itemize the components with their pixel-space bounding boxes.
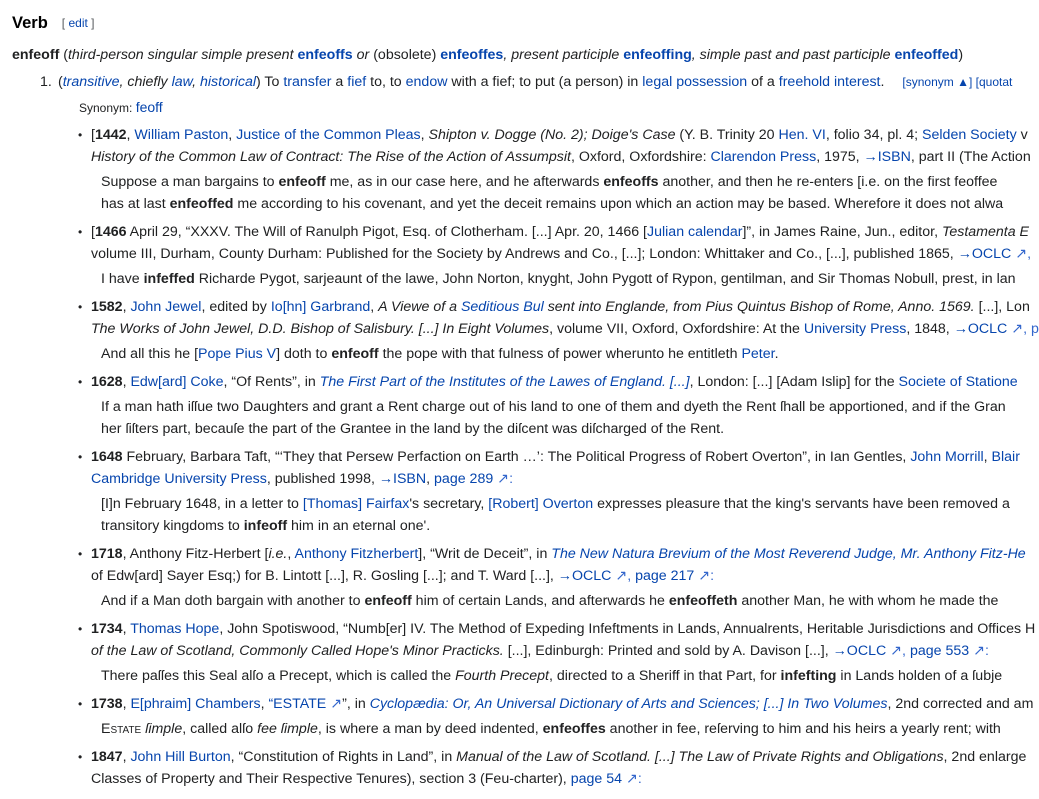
text-run: another, and then he re-enters [i.e. on the first feoffee [658, 174, 998, 190]
text-run: , “Of Rents”, in [223, 374, 320, 390]
text-run: , part II (The Action [910, 149, 1031, 165]
link-freehold-interest[interactable]: freehold interest [778, 74, 881, 90]
citation-link[interactable]: page 553 [909, 643, 970, 659]
bold-text: 1582 [91, 299, 123, 315]
citation-line [79, 565, 1012, 587]
text-run: [...], Edinburgh: Printed and sold by A. Davison [...], [503, 643, 833, 659]
text-run: , directed to a Sheriff in that Part, for [548, 668, 781, 684]
italic-text: i.e. [268, 546, 288, 562]
link-endow[interactable]: endow [405, 74, 448, 90]
citation-line [79, 296, 1030, 318]
text-run: April 29, “XXXV. The Will of Ranulph Pigot, Esq. of Clotherham. [...] Apr. 20, 1466 [ [126, 224, 648, 240]
citation-link[interactable]: John Hill Burton [130, 749, 231, 765]
citation-link[interactable]: Peter [741, 346, 775, 362]
text-run: , is where a man by deed indented, [317, 721, 543, 737]
external-link-icon: ↗: [493, 471, 514, 487]
citation [79, 746, 1027, 790]
text-run: , [420, 127, 429, 143]
citation [79, 446, 1020, 490]
text-run: ] doth to [276, 346, 332, 362]
text-run: , [983, 449, 992, 465]
quotation-item [78, 296, 1039, 365]
bullet-icon: • [78, 300, 83, 314]
text-run: [I]n February 1648, in a letter to [101, 496, 303, 512]
text-run: , [122, 696, 131, 712]
sense-toggles [902, 75, 1012, 89]
text-run: [ [91, 224, 95, 240]
citation-link[interactable]: page 217 [635, 568, 695, 584]
italic-text: sent into Englande, from Pius Quintus Bishop of Rome, Anno. 1569. [543, 299, 975, 315]
citation-link[interactable]: Hen. VI [778, 127, 826, 143]
text-run: And if a Man doth bargain with another to [101, 593, 365, 609]
text-run: , [122, 621, 131, 637]
bullet-icon: • [78, 547, 83, 561]
citation-link[interactable]: page 54 [570, 771, 622, 787]
bullet-icon: • [78, 225, 83, 239]
citation-link[interactable]: Anthony Fitzherbert [294, 546, 419, 562]
citation-link[interactable]: →OCLC [953, 321, 1008, 337]
section-heading [12, 0, 1012, 46]
italic-text: Fourth Precept [455, 668, 549, 684]
text-run: February, Barbara Taft, “‘They that Persew Perfaction on Earth …’: The Political Progress of Robert Overton”, in Ian Gentles, [122, 449, 911, 465]
bold-text: enfeoffeth [668, 593, 738, 609]
bold-text: 1847 [91, 749, 123, 765]
passage-line [101, 418, 1012, 440]
text-run: of Edw[ard] Sayer Esq;) for B. Lintott [...], R. Gosling [...]; and T. Ward [...], [91, 568, 558, 584]
bold-text: enfeoff [331, 346, 379, 362]
text-run: , [370, 299, 379, 315]
text-run: , edited by [201, 299, 271, 315]
text-run: , John Spotiswood, “Numb[er] IV. The Method of Expeding Infeftments in Lands, Annualrents, Heritable Jurisdictions and Offices H [219, 621, 1036, 637]
bold-text: enfeoff [278, 174, 326, 190]
quotation-item [78, 124, 1031, 215]
text-run: If a man hath iſſue two Daughters and grant a Rent charge out of his land to one of them and dyeth the Rent ſhall be apportioned, and if the Gran [101, 399, 1006, 415]
text-run: Richarde Pygot, sarjeaunt of the lawe, John Norton, knyght, John Pygott of Rypon, gentilman, and Sir Thomas Nobull, prest, in lan [194, 271, 1016, 287]
external-link-icon: ↗ [326, 696, 343, 712]
quotation-passage [79, 396, 1012, 440]
passage-line [101, 268, 1016, 290]
quotation-item [78, 221, 1032, 290]
quotation-passage [79, 268, 1016, 290]
small-caps-text: Estate [101, 721, 142, 737]
citation-link[interactable]: Julian calendar [647, 224, 743, 240]
quotation-item [78, 543, 1026, 612]
quotation-passage [79, 343, 1012, 365]
quotation-item [78, 446, 1020, 537]
citation-link[interactable]: Thomas Hope [130, 621, 220, 637]
synonym-label: Synonym: [79, 101, 133, 115]
text-run: me, as in our case here, and he afterwards [325, 174, 604, 190]
text-run: expresses pleasure that the king's servants have been removed a [593, 496, 1010, 512]
italic-text: of the Law of Scotland, Commonly Called Hope's Minor Practicks. [91, 643, 504, 659]
italic-text: Manual of the Law of Scotland. [...] The Law of Private Rights and Obligations [456, 749, 944, 765]
citation-link[interactable]: →OCLC [957, 246, 1012, 262]
quotation-passage [79, 171, 1012, 215]
link-fief[interactable]: fief [347, 74, 367, 90]
citation-link[interactable]: E[phraim] Chambers [130, 696, 261, 712]
link-legal-possession[interactable]: legal possession [642, 74, 748, 90]
bold-text: enfeoff [364, 593, 412, 609]
text-run: another in fee, reſerving to him and his heirs a yearly rent; with [605, 721, 1001, 737]
citation-line [79, 768, 1012, 790]
citation-link[interactable]: →ISBN [378, 471, 427, 487]
text-run: volume III, Durham, County Durham: Published for the Society by Andrews and Co., [...]; London: Whittaker and Co., [...], published 1865, [91, 246, 958, 262]
quotation-passage [79, 493, 1012, 537]
headword: enfeoff [12, 47, 60, 63]
citation-link[interactable]: Seditious Bul [460, 299, 544, 315]
text-run: , [122, 374, 131, 390]
citation-link[interactable]: Edw[ard] Coke [130, 374, 224, 390]
citation-link[interactable]: Cyclopædia: Or, An Universal Dictionary of Arts and Sciences; [...] In Two Volumes [369, 696, 888, 712]
text-run: , 2nd corrected and am [887, 696, 1034, 712]
italic-text: Testamenta E [941, 224, 1029, 240]
citation-link[interactable]: The New Natura Brevium of the Most Reverend Judge, Mr. Anthony Fitz-He [551, 546, 1026, 562]
citation [79, 371, 1018, 393]
external-link-icon: ↗, p [1007, 321, 1039, 337]
external-link-icon: ↗, [1011, 246, 1032, 262]
text-run: ], “Writ de Deceit”, in [418, 546, 552, 562]
external-link-icon: ↗: [694, 568, 715, 584]
citation-link[interactable]: →OCLC [832, 643, 887, 659]
bullet-icon: • [78, 697, 83, 711]
citation [79, 221, 1032, 265]
citation-link[interactable]: [Thomas] Fairfax [302, 496, 410, 512]
passage-line [101, 665, 1012, 687]
bold-text: 1718 [91, 546, 123, 562]
bold-text: enfeoffs [603, 174, 659, 190]
citation-line [79, 243, 1032, 265]
citation-line [79, 318, 1039, 340]
text-run: , Oxford, Oxfordshire: [570, 149, 711, 165]
label-transitive[interactable]: transitive [62, 74, 120, 90]
text-run: another Man, he with whom he made the [737, 593, 999, 609]
edit-section: [ edit ] [61, 16, 95, 30]
quotation-item [78, 693, 1034, 740]
passage-line [101, 590, 1012, 612]
text-run: And all this he [ [101, 346, 199, 362]
section-title: Verb [12, 13, 48, 32]
quotation-item [78, 371, 1018, 440]
citation-link[interactable]: University Press [803, 321, 907, 337]
headword-line: enfeoff (third-person singular simple present enfeoffs or (obsolete) enfeoffes, present participle enfeoffing, simple past and past participle enfeoffed) [12, 47, 964, 63]
italic-text: Shipton v. Dogge (No. 2); Doige's Case [428, 127, 676, 143]
text-run: [ [91, 127, 95, 143]
bold-text: 1442 [94, 127, 127, 143]
quotation-passage [79, 590, 1012, 612]
citation-line [79, 693, 1034, 715]
citation-link[interactable]: “ESTATE [268, 696, 327, 712]
text-run: , called alſo [182, 721, 258, 737]
text-run: [...], Lon [974, 299, 1030, 315]
synonym-line [79, 98, 1012, 116]
text-run: her ſiſters part, becauſe the part of the Grantee in the land by the diſcent was diſcharged of the Rent. [101, 421, 725, 437]
citation-link[interactable]: Io[hn] Garbrand [270, 299, 371, 315]
italic-text: History of the Common Law of Contract: The Rise of the Action of Assumpsit [91, 149, 571, 165]
text-run: I have [101, 271, 144, 287]
citation-link[interactable]: [Robert] Overton [488, 496, 594, 512]
citation-link[interactable]: →OCLC [557, 568, 612, 584]
form-link-tps[interactable]: enfeoffs [297, 47, 353, 63]
text-run: , Anthony Fitz-Herbert [ [122, 546, 269, 562]
bullet-icon: • [78, 622, 83, 636]
synonym-link[interactable]: feoff [135, 99, 163, 115]
text-run: the pope with that fulness of power wherunto he entitleth [378, 346, 742, 362]
sense-text: (transitive, chiefly law, historical) To transfer a fief to, to endow with a fief; to put (a person) in legal possession of a freehold interest. [synonym ▲] [quotat [58, 74, 1013, 90]
citation-line [79, 146, 1031, 168]
citation-line [79, 618, 1036, 640]
quotations-toggle[interactable]: [quotat [975, 75, 1013, 89]
citation [79, 618, 1036, 662]
text-run: Classes of Property and Their Respective Tenures), section 3 (Feu-charter), [91, 771, 571, 787]
bold-text: enfeoffed [169, 196, 234, 212]
passage-line [101, 515, 1012, 537]
text-run: 's secretary, [409, 496, 489, 512]
citation-link[interactable]: Selden Society [922, 127, 1017, 143]
citation-line [79, 640, 1012, 662]
bullet-icon: • [78, 750, 83, 764]
bullet-icon: • [78, 450, 83, 464]
text-run: transitory kingdoms to [101, 518, 244, 534]
bold-text: 1466 [94, 224, 127, 240]
italic-text: fee ſimple [257, 721, 318, 737]
text-run: , 1848, [906, 321, 954, 337]
form-link-past[interactable]: enfeoffed [894, 47, 959, 63]
citation-line [79, 468, 1012, 490]
text-run: , [122, 749, 131, 765]
passage-line [101, 343, 1012, 365]
external-link-icon: ↗, [886, 643, 910, 659]
citation-link[interactable]: →ISBN [863, 149, 911, 165]
italic-text: ſimple [141, 721, 183, 737]
bold-text: 1628 [91, 374, 123, 390]
citation [79, 543, 1026, 587]
text-run: him in an eternal one'. [287, 518, 431, 534]
quotation-passage [79, 665, 1012, 687]
passage-line [101, 396, 1012, 418]
passage-line [101, 718, 1012, 740]
quotation-passage [79, 718, 1012, 740]
text-run: , [228, 127, 237, 143]
text-run: , 2nd enlarge [943, 749, 1027, 765]
text-run: , [287, 546, 295, 562]
quotation-list [12, 124, 1039, 790]
text-run: has at last [101, 196, 170, 212]
citation [79, 693, 1034, 715]
text-run: . [774, 346, 779, 362]
form-link-alt[interactable]: enfeoffes [440, 47, 504, 63]
citation-line [79, 746, 1027, 768]
citation [79, 296, 1039, 340]
citation-link[interactable]: John Jewel [130, 299, 202, 315]
text-run: , folio 34, pl. 4; [825, 127, 923, 143]
bold-text: infeoff [243, 518, 288, 534]
text-run: , [426, 471, 435, 487]
citation-line [79, 446, 1020, 468]
bold-text: enfeoffes [542, 721, 606, 737]
bold-text: infeffed [143, 271, 195, 287]
citation-link[interactable]: Blair [991, 449, 1020, 465]
citation-link[interactable]: Clarendon Press [710, 149, 817, 165]
citation-line [79, 124, 1028, 146]
text-run: , volume VII, Oxford, Oxfordshire: At the [549, 321, 804, 337]
sense-number: 1. [40, 74, 52, 90]
citation-link[interactable]: Societe of Statione [898, 374, 1018, 390]
text-run: me according to his covenant, and yet the deceit remains upon which an action may be based. Wherefore it does not alwa [233, 196, 1004, 212]
citation-link[interactable]: Justice of the Common Pleas [236, 127, 421, 143]
external-link-icon: ↗: [969, 643, 989, 659]
citation-link[interactable]: John Morrill [910, 449, 984, 465]
edit-link[interactable]: edit [68, 16, 88, 30]
text-run: , [122, 299, 131, 315]
passage-line [101, 193, 1012, 215]
sense-1 [12, 72, 1012, 92]
quotation-item [78, 618, 1036, 687]
label-historical[interactable]: historical [200, 74, 256, 90]
text-run: , “Constitution of Rights in Land”, in [230, 749, 457, 765]
passage-line [101, 493, 1012, 515]
external-link-icon: ↗: [622, 771, 642, 787]
citation-line [79, 543, 1026, 565]
label-law[interactable]: law [171, 74, 193, 90]
synonym-toggle[interactable]: [synonym ▲] [902, 75, 973, 89]
bold-text: infefting [780, 668, 837, 684]
passage-line [101, 171, 1012, 193]
citation-line [79, 221, 1029, 243]
text-run: , 1975, [816, 149, 864, 165]
italic-text: The Works of John Jewel, D.D. Bishop of Salisbury. [...] In Eight Volumes [91, 321, 550, 337]
text-run: v [1016, 127, 1028, 143]
bold-text: 1648 [91, 449, 123, 465]
text-run: There paſſes this Seal alſo a Precept, which is called the [101, 668, 456, 684]
citation-link[interactable]: Cambridge University Press [91, 471, 267, 487]
citation [79, 124, 1031, 168]
text-run: ]”, in James Raine, Jun., editor, [742, 224, 942, 240]
citation-link[interactable]: The First Part of the Institutes of the Lawes of England. [...] [319, 374, 690, 390]
text-run: in Lands holden of a ſubje [836, 668, 1003, 684]
link-transfer[interactable]: transfer [283, 74, 332, 90]
citation-line [79, 371, 1018, 393]
text-run: ”, in [342, 696, 370, 712]
text-run: Suppose a man bargains to [101, 174, 279, 190]
text-run: , [260, 696, 269, 712]
bullet-icon: • [78, 375, 83, 389]
text-run: , London: [...] [Adam Islip] for the [689, 374, 899, 390]
bold-text: 1734 [91, 621, 123, 637]
form-link-pp[interactable]: enfeoffing [623, 47, 692, 63]
text-run: , [126, 127, 135, 143]
citation-link[interactable]: William Paston [134, 127, 229, 143]
text-run: (Y. B. Trinity 20 [675, 127, 779, 143]
quotation-item [78, 746, 1027, 790]
citation-link[interactable]: Pope Pius V [198, 346, 277, 362]
citation-link[interactable]: page 289 [434, 471, 494, 487]
text-run: him of certain Lands, and afterwards he [411, 593, 669, 609]
bullet-icon: • [78, 128, 83, 142]
text-run: , published 1998, [266, 471, 379, 487]
italic-text: A Viewe of a [378, 299, 461, 315]
external-link-icon: ↗, [611, 568, 636, 584]
bold-text: 1738 [91, 696, 123, 712]
